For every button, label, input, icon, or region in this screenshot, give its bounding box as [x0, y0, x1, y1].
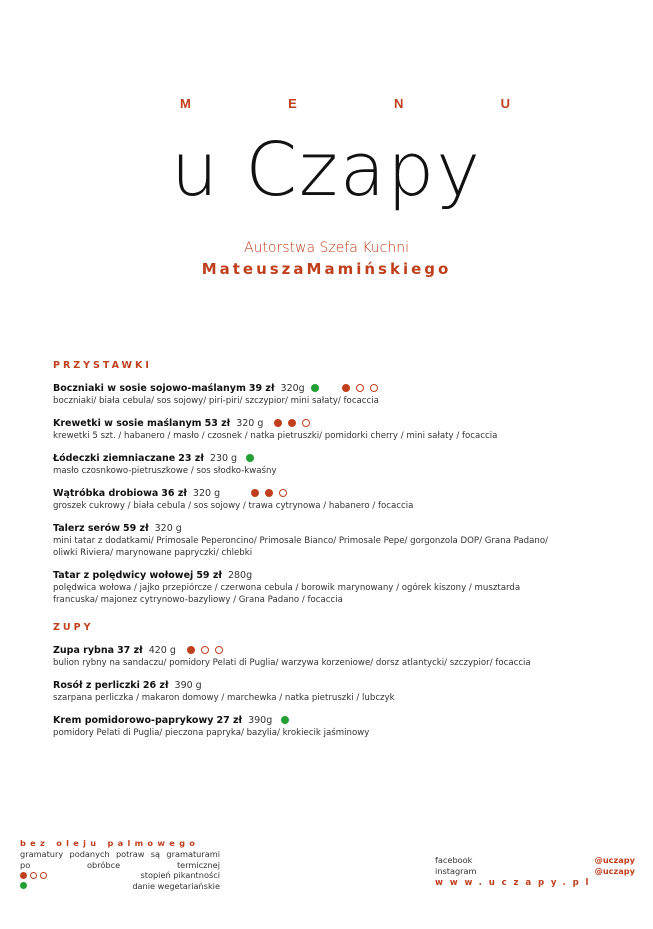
dish-price: 23 zł [178, 453, 204, 464]
spice-level-empty-icon [40, 872, 47, 879]
dish-name: Wątróbka drobiowa [53, 488, 159, 499]
dish-item [53, 382, 618, 407]
spice-level-filled-icon [274, 419, 282, 427]
menu-content [53, 360, 618, 749]
dish-name: Boczniaki w sosie sojowo-maślanym [53, 383, 246, 394]
instagram-handle[interactable]: @uczapy [594, 866, 635, 876]
spice-level-filled-icon [265, 489, 273, 497]
dish-description: francuska/ majonez cytrynowo-bazyliowy / Grana Padano / focaccia [53, 595, 343, 605]
dish-weight: 390 g [174, 680, 202, 691]
instagram-row [435, 866, 635, 877]
spice-level-filled-icon [251, 489, 259, 497]
dish-item [53, 522, 618, 559]
dish-item [53, 452, 618, 477]
spice-level-empty-icon [356, 384, 364, 392]
spice-level-empty-icon [370, 384, 378, 392]
spice-level-empty-icon [201, 646, 209, 654]
spice-level-empty-icon [215, 646, 223, 654]
weight-note-line-2 [20, 860, 220, 871]
dish-price: 59 zł [123, 523, 149, 534]
dish-price: 39 zł [248, 383, 275, 394]
weight-note-word: obróbce [87, 859, 121, 870]
spice-level-filled-icon [187, 646, 195, 654]
vegetarian-icon [311, 384, 319, 392]
spice-level-filled-icon [20, 872, 27, 879]
dish-description: mini tatar z dodatkami/ Primosale Peperoncino/ Primosale Bianco/ Primosale Pepe/ gorgonzola DOP/ Grana Padano/ [53, 536, 548, 546]
facebook-handle[interactable]: @uczapy [594, 855, 635, 865]
dish-name: Łódeczki ziemniaczane [53, 453, 176, 464]
spice-level-filled-icon [342, 384, 350, 392]
spice-legend-label: stopień pikantności [140, 870, 220, 880]
dish-description: polędwica wołowa / jajko przepiórcze / czerwona cebula / borowik marynowany / ogórek kiszony / musztarda [53, 583, 521, 593]
legend [20, 837, 220, 891]
dish-description: masło czosnkowo-pietruszkowe / sos słodko-kwaśny [53, 466, 277, 476]
dish-price: 27 zł [216, 715, 243, 726]
dish-item [53, 679, 618, 704]
vegetarian-legend-label: danie wegetariańskie [132, 880, 220, 891]
vegetarian-icon [246, 454, 254, 462]
dish-weight: 320 g [154, 523, 182, 534]
weight-note-word: podanych [69, 849, 110, 859]
dish-name: Talerz serów [53, 523, 120, 534]
facebook-label: facebook [435, 855, 473, 865]
dish-description: szarpana perliczka / makaron domowy / marchewka / natka pietruszki / lubczyk [53, 693, 395, 703]
dish-name: Krem pomidorowo-paprykowy [53, 715, 214, 726]
chef-byline: Autorstwa Szefa Kuchni [243, 240, 410, 256]
dish-price: 26 zł [142, 680, 169, 691]
dish-weight: 320 g [236, 418, 264, 429]
weight-note-word: po [20, 859, 31, 870]
dish-description: oliwki Riviera/ marynowane papryczki/ chlebki [53, 548, 253, 558]
dish-name: Zupa rybna [53, 645, 115, 656]
vegetarian-icon [20, 882, 27, 889]
dish-price: 59 zł [196, 570, 222, 581]
instagram-label: instagram [435, 866, 477, 876]
weight-note-word: potraw [115, 849, 145, 859]
spice-level-empty-icon [30, 872, 37, 879]
dish-item [53, 417, 618, 442]
weight-note-word: są [150, 849, 161, 859]
menu-letter: M [180, 96, 191, 111]
dish-description: groszek cukrowy / biała cebula / sos sojowy / trawa cytrynowa / habanero / focaccia [53, 501, 414, 511]
dish-description: krewetki 5 szt. / habanero / masło / czosnek / natka pietruszki/ pomidorki cherry / mini sałaty / focaccia [53, 431, 498, 441]
dish-weight: 320g [280, 383, 305, 394]
dish-item [53, 714, 618, 739]
website-link[interactable]: www.uczapy.pl [435, 878, 596, 888]
dish-item [53, 644, 618, 669]
dish-item [53, 569, 618, 606]
chef-name: MateuszaMamińskiego [201, 260, 452, 278]
menu-heading [180, 96, 510, 111]
dish-name: Tatar z polędwicy wołowej [53, 570, 194, 581]
dish-weight: 420 g [148, 645, 176, 656]
dish-price: 53 zł [204, 418, 231, 429]
facebook-row [435, 855, 635, 866]
dish-description: boczniaki/ biała cebula/ sos sojowy/ piri-piri/ szczypior/ mini sałaty/ focaccia [53, 396, 379, 406]
weight-note-word: gramatury [20, 849, 64, 859]
vegetarian-icon [281, 716, 289, 724]
dish-name: Rosół z perliczki [53, 680, 140, 691]
dish-weight: 230 g [209, 453, 238, 464]
restaurant-title: u Czapy [170, 127, 483, 213]
menu-letter: U [500, 96, 510, 111]
dish-price: 36 zł [161, 488, 187, 499]
social-links [435, 855, 635, 890]
spice-scale [20, 870, 50, 881]
spice-level-empty-icon [302, 419, 310, 427]
weight-note-word: termicznej [176, 859, 220, 870]
legend-vegetarian-row [20, 881, 220, 892]
dish-description: bulion rybny na sandaczu/ pomidory Pelati di Puglia/ warzywa korzeniowe/ dorsz atlantycki/ szczypior/ focaccia [53, 658, 531, 668]
dish-price: 37 zł [117, 645, 143, 656]
dish-weight: 390g [248, 715, 273, 726]
legend-spice-row [20, 870, 220, 881]
no-palm-oil-note: bez oleju palmowego [20, 838, 200, 848]
dish-weight: 280g [227, 570, 253, 581]
section-title-przystawki: PRZYSTAWKI [53, 360, 152, 371]
weight-note-line-1 [20, 849, 220, 860]
spice-level-empty-icon [279, 489, 287, 497]
weight-note-word: gramaturami [166, 849, 220, 859]
section-title-zupy: ZUPY [53, 622, 94, 633]
dish-name: Krewetki w sosie maślanym [53, 418, 202, 429]
dish-description: pomidory Pelati di Puglia/ pieczona papryka/ bazylia/ krokiecik jaśminowy [53, 728, 370, 738]
dish-item [53, 487, 618, 512]
menu-letter: N [393, 96, 404, 111]
spice-level-filled-icon [288, 419, 296, 427]
dish-weight: 320 g [192, 488, 221, 499]
menu-letter: E [288, 96, 297, 111]
